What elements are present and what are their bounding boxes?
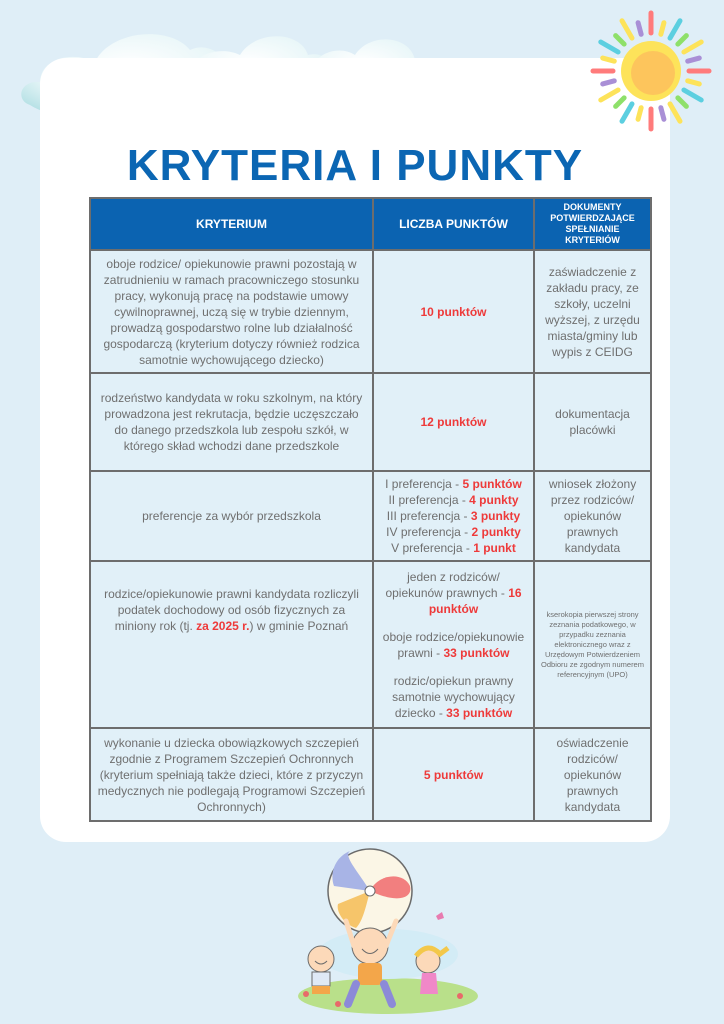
- criterion-cell: rodzeństwo kandydata w roku szkolnym, na który prowadzona jest rekrutacja, będzie uczęszczało do danego przedszkola lub zespołu szkół, w którego skład wchodzi dane przedszkole: [90, 373, 373, 471]
- preference-label: IV preferencja -: [386, 525, 472, 539]
- option-points: 33 punktów: [443, 645, 510, 660]
- criterion-cell: wykonanie u dziecka obowiązkowych szczepień zgodnie z Programem Szczepień Ochronnych (kryterium spełniają także dzieci, które z przyczyn medycznych nie podlegają Programowi Szczepień Ochronnych): [90, 728, 373, 821]
- option-label: oboje rodzice/opiekunowie prawni -: [382, 629, 525, 660]
- documents-cell: kserokopia pierwszej strony zeznania podatkowego, w przypadku zeznania elektronicznego wraz z Urzędowym Potwierdzeniem Odbioru ze zgodnym numerem referencyjnym (UPO): [534, 561, 651, 728]
- preference-line: [376, 540, 531, 556]
- preference-points: 2 punkty: [471, 525, 521, 539]
- sun-ray: [638, 108, 641, 120]
- sun-ray: [661, 23, 664, 35]
- sun-ray: [616, 36, 624, 44]
- preference-points: 1 punkt: [473, 541, 516, 555]
- criterion-cell: preferencje za wybór przedszkola: [90, 471, 373, 561]
- preference-line: [376, 524, 531, 540]
- points-cell: [373, 471, 534, 561]
- sun-ray: [622, 21, 632, 38]
- option-points: 33 punktów: [446, 705, 513, 720]
- points-value: 10 punktów: [420, 304, 487, 319]
- option-label: rodzic/opiekun prawny samotnie wychowujący dziecko -: [392, 673, 515, 720]
- sun-ray: [678, 36, 686, 44]
- sun-ray: [601, 90, 618, 100]
- preference-points: 4 punkty: [469, 493, 519, 507]
- children-playing-ball-illustration: [288, 836, 478, 1016]
- points-cell: [373, 373, 534, 471]
- points-cell: [373, 728, 534, 821]
- sun-ray: [616, 98, 624, 106]
- criterion-cell: [90, 561, 373, 728]
- sun-ray: [678, 98, 686, 106]
- table-row: [90, 561, 651, 728]
- header-criterion: KRYTERIUM: [90, 198, 373, 250]
- table-row: [90, 471, 651, 561]
- sun-ray: [684, 42, 701, 52]
- sun-ray: [688, 81, 700, 84]
- table-row: [90, 250, 651, 373]
- preference-label: II preferencja -: [388, 493, 470, 507]
- table-row: [90, 728, 651, 821]
- documents-cell: wniosek złożony przez rodziców/ opiekunów prawnych kandydata: [534, 471, 651, 561]
- option-line: [378, 673, 529, 721]
- criterion-text: rodzice/opiekunowie prawni kandydata rozliczyli podatek dochodowy od osób fizycznych za miniony rok (tj.: [104, 587, 359, 633]
- documents-cell: dokumentacja placówki: [534, 373, 651, 471]
- points-value: 12 punktów: [420, 415, 487, 429]
- preference-points: 5 punktów: [462, 477, 522, 491]
- option-points: 16 punktów: [428, 585, 522, 616]
- criteria-table: [89, 197, 652, 822]
- sun-ray: [601, 42, 618, 52]
- table-row: [90, 373, 651, 471]
- preference-label: III preferencja -: [386, 509, 471, 523]
- sun-ray: [603, 81, 615, 84]
- option-line: [378, 629, 529, 661]
- preference-line: [376, 492, 531, 508]
- documents-cell: oświadczenie rodziców/ opiekunów prawnych kandydata: [534, 728, 651, 821]
- sun-ray: [603, 58, 615, 61]
- preference-points: 3 punkty: [470, 509, 521, 523]
- preference-line: [376, 508, 531, 524]
- page-title: KRYTERIA I PUNKTY: [126, 141, 584, 190]
- points-value: 5 punktów: [423, 767, 484, 782]
- sun-ray: [670, 21, 680, 38]
- points-cell: [373, 250, 534, 373]
- preference-label: V preferencja -: [391, 541, 474, 555]
- preference-line: [376, 476, 531, 492]
- criterion-year-highlight: za 2025 r.: [196, 619, 250, 633]
- option-line: [378, 569, 529, 617]
- header-documents: DOKUMENTY POTWIERDZAJĄCE SPEŁNIANIE KRYTERIÓW: [534, 198, 651, 250]
- criterion-text: ) w gminie Poznań: [249, 619, 349, 633]
- sun-ray: [661, 108, 664, 120]
- header-points: LICZBA PUNKTÓW: [373, 198, 534, 250]
- points-cell: [373, 561, 534, 728]
- sun-ray: [670, 104, 680, 121]
- sun-ray: [684, 90, 701, 100]
- documents-cell: zaświadczenie z zakładu pracy, ze szkoły, uczelni wyższej, z urzędu miasta/gminy lub wypis z CEIDG: [534, 250, 651, 373]
- sun-ray: [622, 104, 632, 121]
- preference-label: I preferencja -: [385, 477, 463, 491]
- criterion-cell: oboje rodzice/ opiekunowie prawni pozostają w zatrudnieniu w ramach pracowniczego stosunku pracy, wykonują pracę na podstawie umowy cywilnoprawnej, uczą się w trybie dziennym, prowadzą gospodarstwo rolne lub działalność gospodarczą (kryterium dotyczy również rodzica samotnie wychowującego dziecko): [90, 250, 373, 373]
- table-header-row: [90, 198, 651, 250]
- sun-ray: [688, 58, 700, 61]
- option-label: jeden z rodziców/ opiekunów prawnych -: [385, 569, 509, 600]
- sun-ray: [638, 23, 641, 35]
- sun-icon: [588, 8, 714, 134]
